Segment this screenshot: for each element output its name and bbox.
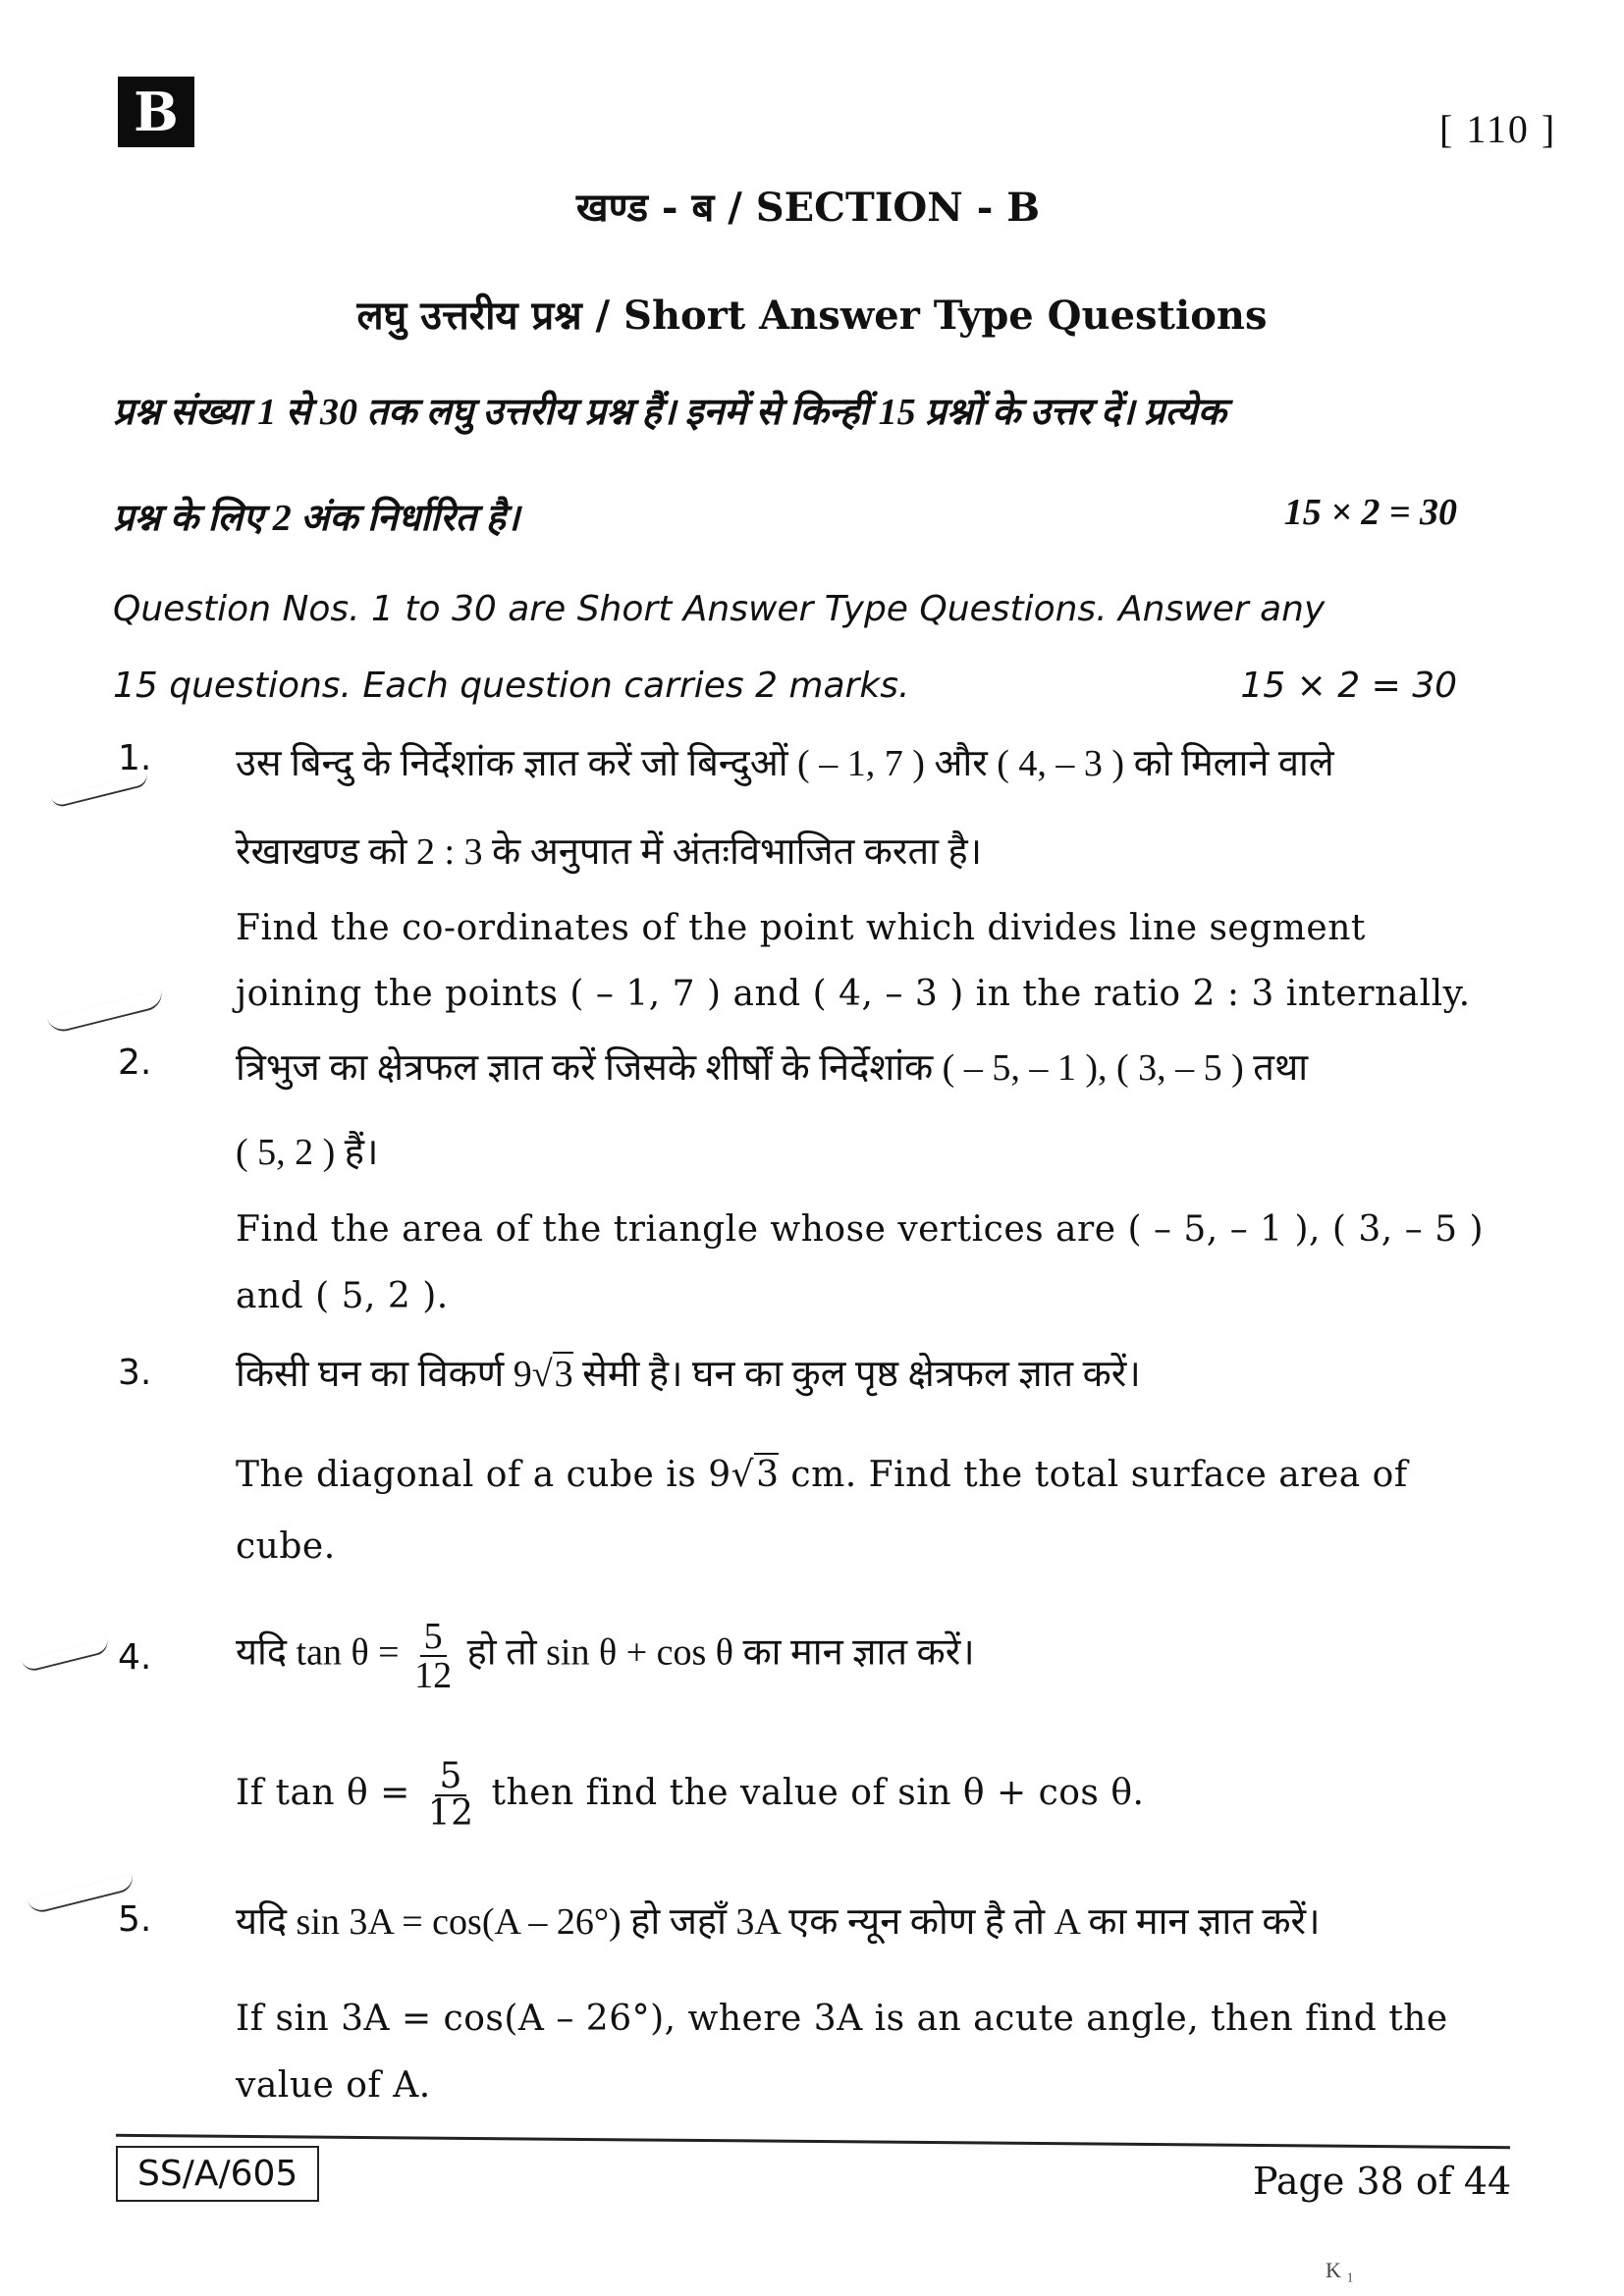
footer-divider (116, 2134, 1510, 2149)
question-5-english-line2: value of A. (236, 2065, 431, 2106)
question-3-number: 3. (118, 1353, 152, 1393)
question-2-english-line2: and ( 5, 2 ). (236, 1276, 449, 1316)
question-4-english-post: then find the value of sin θ + cos θ. (491, 1773, 1145, 1813)
question-2-english-line1: Find the area of the triangle whose vertices are ( – 5, – 1 ), ( 3, – 5 ) (236, 1209, 1485, 1250)
instructions-english-line2 (113, 666, 1541, 706)
fraction-denominator: 12 (414, 1655, 453, 1696)
marks-hindi: 15 × 2 = 30 (1283, 492, 1457, 533)
fraction (426, 1756, 476, 1834)
fraction (412, 1618, 454, 1694)
pen-tick-mark (47, 989, 166, 1035)
paper-code: SS/A/605 (116, 2146, 319, 2202)
instructions-hindi-line2 (113, 491, 1541, 542)
fraction-numerator: 5 (420, 1618, 447, 1657)
question-1-number: 1. (118, 738, 152, 778)
question-3-english-line2: cube. (236, 1526, 336, 1567)
pen-tick-mark (51, 774, 149, 809)
question-5-english-line1: If sin 3A = cos(A – 26°), where 3A is an acute angle, then find the (236, 1999, 1448, 2039)
question-4-number: 4. (118, 1637, 152, 1678)
question-3-hindi-root: 3 (554, 1354, 573, 1395)
question-3-english-post: cm. Find the total surface area of (779, 1455, 1408, 1495)
question-4-english-pre: If tan θ = (236, 1773, 410, 1813)
question-5-number: 5. (118, 1899, 152, 1940)
question-2-number: 2. (118, 1042, 152, 1083)
sqrt-symbol: √ (531, 1354, 553, 1395)
fraction-denominator: 12 (427, 1793, 474, 1834)
question-3-english-line1 (236, 1455, 1531, 1495)
page-number: Page 38 of 44 (1253, 2160, 1512, 2203)
question-4-hindi-pre: यदि tan θ = (236, 1631, 400, 1674)
question-1-hindi-line2: रेखाखण्ड को 2 : 3 के अनुपात में अंतःविभाजित करता है। (236, 831, 983, 873)
question-1-english-line2: joining the points ( – 1, 7 ) and ( 4, – 3 ) in the ratio 2 : 3 internally. (236, 974, 1471, 1014)
question-1-hindi-line1: उस बिन्दु के निर्देशांक ज्ञात करें जो बिन्दुओं ( – 1, 7 ) और ( 4, – 3 ) को मिलाने वाले (236, 743, 1334, 784)
marks-english: 15 × 2 = 30 (1240, 666, 1457, 706)
instructions-hindi-line1: प्रश्न संख्या 1 से 30 तक लघु उत्तरीय प्रश्न हैं। इनमें से किन्हीं 15 प्रश्नों के उत्तर दें। प्रत्येक (113, 392, 1226, 433)
pen-tick-mark (22, 1638, 111, 1673)
question-3-hindi-post: सेमी है। घन का कुल पृष्ठ क्षेत्रफल ज्ञात करें। (572, 1354, 1141, 1395)
section-title: खण्ड - ब / SECTION - B (575, 185, 1041, 231)
set-badge: B (118, 77, 194, 147)
question-1-english-line1: Find the co-ordinates of the point which divides line segment (236, 908, 1366, 948)
instructions-english-text: 15 questions. Each question carries 2 marks. (113, 666, 910, 706)
sqrt-symbol: √ (731, 1455, 755, 1495)
question-2-hindi-line1: त्रिभुज का क्षेत्रफल ज्ञात करें जिसके शीर्षों के निर्देशांक ( – 5, – 1 ), ( 3, – 5 ) तथा (236, 1047, 1309, 1089)
footer-mark: K ₁ (1326, 2258, 1355, 2282)
question-3-english-pre: The diagonal of a cube is 9 (236, 1455, 731, 1495)
question-5-hindi: यदि sin 3A = cos(A – 26°) हो जहाँ 3A एक न्यून कोण है तो A का मान ज्ञात करें। (236, 1901, 1321, 1943)
question-2-hindi-line2: ( 5, 2 ) हैं। (236, 1132, 379, 1173)
instructions-english-line1: Question Nos. 1 to 30 are Short Answer Type Questions. Answer any (113, 589, 1326, 629)
question-3-hindi (236, 1347, 1531, 1398)
instructions-hindi-text: प्रश्न के लिए 2 अंक निर्धारित है। (113, 498, 520, 539)
question-3-english-root: 3 (756, 1455, 780, 1495)
question-4-hindi (236, 1618, 1531, 1694)
page-code: [ 110 ] (1439, 107, 1557, 151)
question-4-hindi-post: हो तो sin θ + cos θ का मान ज्ञात करें। (466, 1631, 975, 1674)
sub-title: लघु उत्तरीय प्रश्न / Short Answer Type Questions (356, 293, 1268, 339)
question-4-english (236, 1756, 1531, 1834)
fraction-numerator: 5 (435, 1759, 465, 1796)
question-3-hindi-pre: किसी घन का विकर्ण 9 (236, 1354, 532, 1395)
